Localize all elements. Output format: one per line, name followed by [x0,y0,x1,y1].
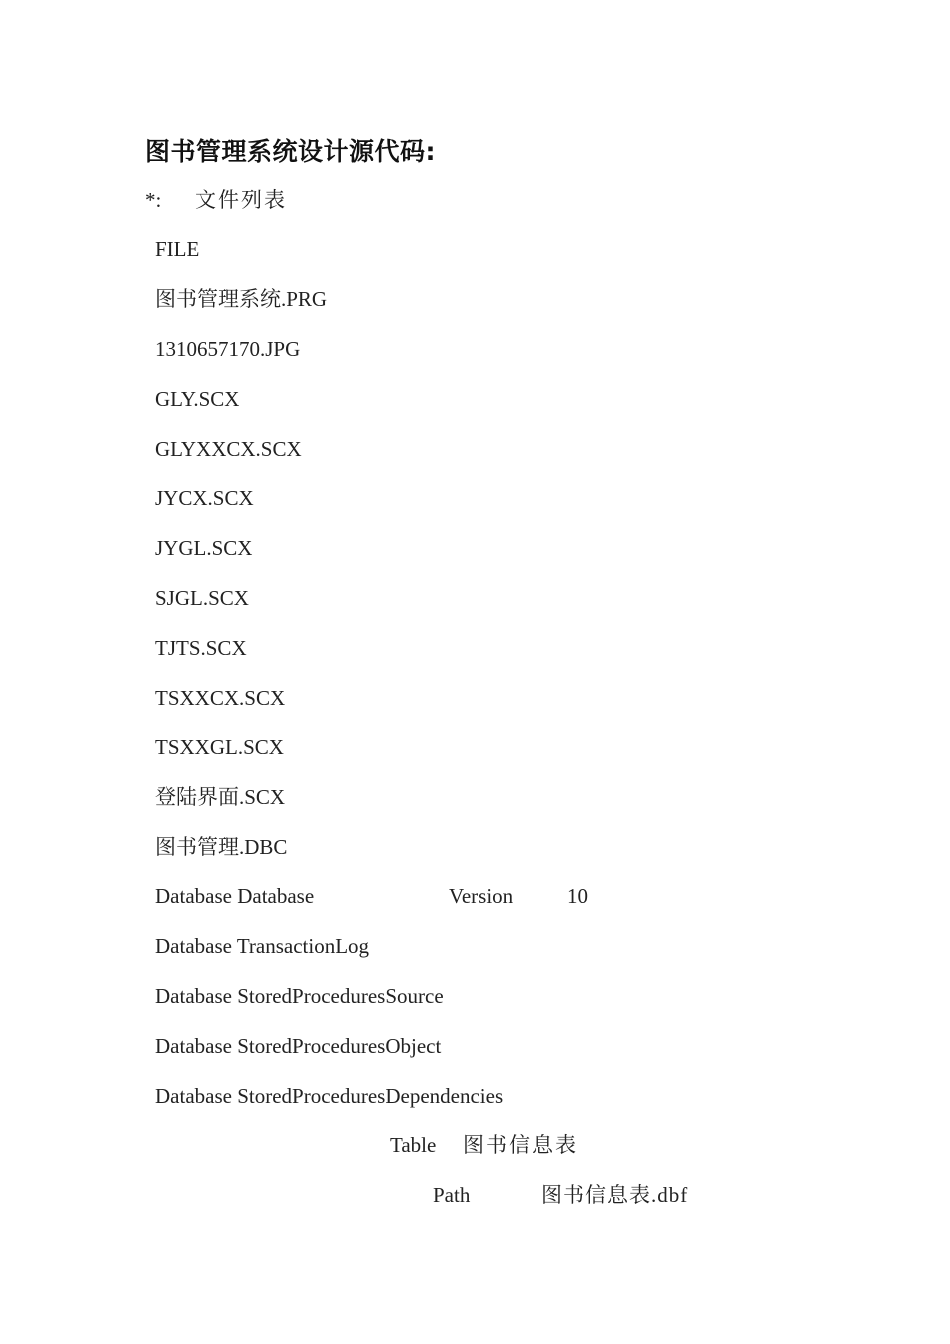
list-item: 图书管理.DBC [155,835,288,859]
database-line: Database StoredProceduresDependencies [155,1084,504,1108]
list-item: TSXXCX.SCX [155,686,286,710]
list-item: JYGL.SCX [155,536,253,560]
database-line: Database TransactionLog [155,934,370,958]
list-item: 登陆界面.SCX [155,785,286,809]
list-item: JYCX.SCX [155,486,254,510]
list-item: FILE [155,237,200,261]
path-value: 图书信息表.dbf [541,1183,689,1207]
table-key: Table [390,1133,437,1157]
table-value: 图书信息表 [463,1133,578,1157]
file-list-heading: 文件列表 [195,188,287,212]
list-item: 图书管理系统.PRG [155,287,328,311]
version-value: 10 [567,884,588,908]
list-item: SJGL.SCX [155,586,249,610]
version-key: Version [449,884,514,908]
list-item: TSXXGL.SCX [155,735,284,759]
list-marker: *: [145,188,162,212]
page-title: 图书管理系统设计源代码: [145,137,436,166]
database-line: Database StoredProceduresObject [155,1034,442,1058]
path-key: Path [433,1183,471,1207]
list-item: 1310657170.JPG [155,337,301,361]
list-item: GLY.SCX [155,387,240,411]
list-item: GLYXXCX.SCX [155,437,302,461]
database-version-label: Database Database [155,884,315,908]
list-item: TJTS.SCX [155,636,247,660]
database-line: Database StoredProceduresSource [155,984,444,1008]
